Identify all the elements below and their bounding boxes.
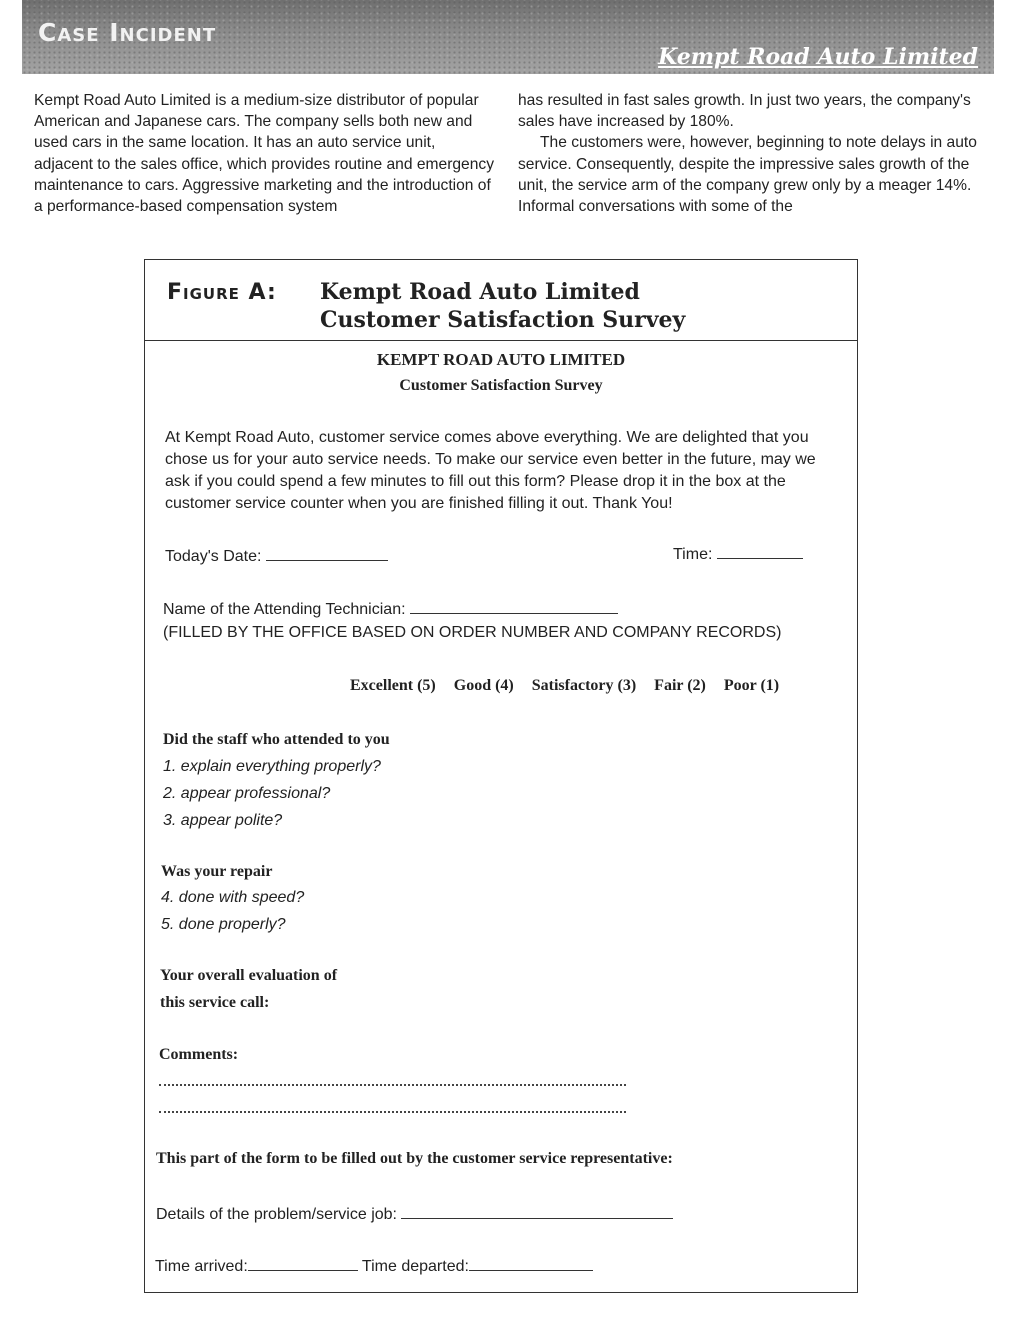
scale-excellent: Excellent (5): [350, 677, 436, 694]
staff-heading: Did the staff who attended to you: [163, 731, 390, 748]
details-label: Details of the problem/service job:: [156, 1206, 397, 1223]
figure-a-box: [144, 259, 858, 1293]
intro-left-text: Kempt Road Auto Limited is a medium-size distributor of popular American and Japanese cars. The company sells both new and used cars in the same location. It has an auto service unit, adjacent to the sales office, which provides routine and emergency maintenance to cars. Aggressive marketing and the introduction of a performance-based compensation system: [34, 92, 495, 216]
rep-heading: This part of the form to be filled out by the customer service representative:: [156, 1150, 673, 1167]
departed-blank[interactable]: [469, 1256, 593, 1271]
repair-item-4: 4. done with speed?: [161, 889, 305, 906]
scale-fair: Fair (2): [654, 677, 706, 694]
arrived-label: Time arrived:: [155, 1258, 248, 1275]
overall-line-2: this service call:: [160, 994, 270, 1011]
technician-blank[interactable]: [410, 599, 618, 614]
figure-title-line-2: Customer Satisfaction Survey: [320, 307, 686, 333]
intro-right-text-2: The customers were, however, beginning to note delays in auto service. Consequently, despite the impressive sales growth of the unit, the service arm of the company grew only by a meager 14%. Informal conversations with some of the: [518, 134, 977, 216]
overall-line-1: Your overall evaluation of: [160, 967, 338, 984]
section-label: Case Incident: [38, 18, 217, 47]
comments-line-2[interactable]: [159, 1111, 626, 1113]
figure-label: Figure A:: [167, 280, 277, 305]
header-banner: [22, 0, 994, 74]
time-arrived-departed: [155, 1256, 593, 1276]
date-label: Today's Date:: [165, 548, 262, 565]
date-field: [165, 546, 388, 566]
intro-right-column: [518, 90, 978, 217]
time-label: Time:: [673, 546, 713, 563]
staff-item-1: 1. explain everything properly?: [163, 758, 381, 775]
intro-right-text-1: has resulted in fast sales growth. In just two years, the company's sales have increased by 180%.: [518, 92, 971, 131]
arrived-blank[interactable]: [248, 1256, 358, 1271]
form-title: KEMPT ROAD AUTO LIMITED: [376, 350, 626, 369]
repair-item-5: 5. done properly?: [161, 916, 286, 933]
departed-label: Time departed:: [361, 1258, 469, 1275]
form-intro: [165, 427, 845, 515]
form-intro-text: At Kempt Road Auto, customer service comes above everything. We are delighted that you chose us for your auto service needs. To make our service even better in the future, may we ask if you could spend a few minutes to fill out this form? Please drop it in the box at the customer service counter when you are finished filling it out. Thank You!: [165, 429, 816, 512]
technician-note: (FILLED BY THE OFFICE BASED ON ORDER NUMBER AND COMPANY RECORDS): [163, 624, 782, 641]
figure-title-line-1: Kempt Road Auto Limited: [320, 279, 640, 305]
comments-label: Comments:: [159, 1046, 239, 1063]
rating-scale: [350, 677, 793, 695]
date-blank[interactable]: [266, 546, 388, 561]
time-field: [673, 544, 803, 564]
scale-satisfactory: Satisfactory (3): [531, 677, 637, 694]
details-field: [156, 1204, 673, 1224]
staff-item-2: 2. appear professional?: [163, 785, 331, 802]
details-blank[interactable]: [401, 1204, 673, 1219]
intro-left-column: [34, 90, 494, 217]
staff-item-3: 3. appear polite?: [163, 812, 283, 829]
repair-heading: Was your repair: [161, 863, 273, 880]
scale-poor: Poor (1): [723, 677, 780, 694]
technician-label: Name of the Attending Technician:: [163, 601, 406, 618]
form-subtitle: Customer Satisfaction Survey: [399, 377, 603, 394]
figure-title: [320, 278, 685, 334]
figure-header: [145, 260, 857, 341]
comments-line-1[interactable]: [159, 1084, 626, 1086]
scale-good: Good (4): [453, 677, 514, 694]
case-title: Kempt Road Auto Limited: [658, 44, 978, 70]
time-blank[interactable]: [717, 544, 803, 559]
technician-field: [163, 599, 618, 619]
